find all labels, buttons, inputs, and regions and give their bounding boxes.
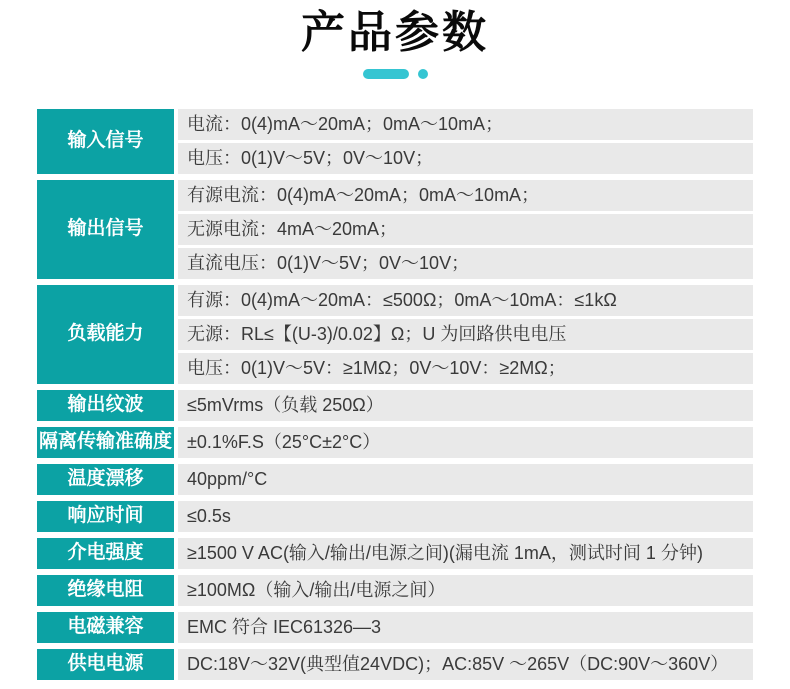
spec-table [37, 109, 753, 680]
spec-label: 介电强度 [37, 538, 174, 569]
spec-group [37, 649, 753, 680]
spec-group [37, 501, 753, 532]
spec-label: 输出信号 [37, 180, 174, 279]
spec-value-cell: 无源电流：4mA～20mA； [178, 214, 753, 245]
spec-label: 输入信号 [37, 109, 174, 174]
spec-label: 响应时间 [37, 501, 174, 532]
spec-rows [178, 501, 753, 532]
spec-rows [178, 649, 753, 680]
spec-value-cell: 40ppm/°C [178, 464, 753, 495]
spec-rows [178, 285, 753, 384]
spec-group [37, 538, 753, 569]
spec-rows [178, 538, 753, 569]
spec-group [37, 612, 753, 643]
spec-rows [178, 464, 753, 495]
page-header [0, 0, 790, 79]
spec-value-cell: 电压：0(1)V～5V；0V～10V； [178, 143, 753, 174]
spec-value-cell: ≤5mVrms（负载 250Ω） [178, 390, 753, 421]
title-underline-decoration [0, 69, 790, 79]
spec-label: 隔离传输准确度 [37, 427, 174, 458]
spec-rows [178, 180, 753, 279]
spec-value-cell: DC:18V～32V(典型值24VDC)；AC:85V ～265V（DC:90V～360V） [178, 649, 753, 680]
page-title: 产品参数 [301, 8, 489, 57]
spec-group [37, 390, 753, 421]
spec-value-cell: 有源：0(4)mA～20mA：≤500Ω；0mA～10mA：≤1kΩ [178, 285, 753, 316]
spec-value-cell: 有源电流：0(4)mA～20mA；0mA～10mA； [178, 180, 753, 211]
underline-dot-shape [418, 69, 428, 79]
spec-label: 绝缘电阻 [37, 575, 174, 606]
spec-rows [178, 575, 753, 606]
spec-label: 温度漂移 [37, 464, 174, 495]
spec-value-cell: ≤0.5s [178, 501, 753, 532]
spec-group [37, 464, 753, 495]
spec-label: 负载能力 [37, 285, 174, 384]
spec-group [37, 575, 753, 606]
spec-group [37, 285, 753, 384]
spec-value-cell: 电压：0(1)V～5V：≥1MΩ；0V～10V：≥2MΩ； [178, 353, 753, 384]
spec-group [37, 109, 753, 174]
spec-value-cell: ≥100MΩ（输入/输出/电源之间） [178, 575, 753, 606]
spec-value-cell: 直流电压：0(1)V～5V；0V～10V； [178, 248, 753, 279]
spec-rows [178, 109, 753, 174]
underline-bar-shape [363, 69, 409, 79]
spec-label: 电磁兼容 [37, 612, 174, 643]
spec-rows [178, 427, 753, 458]
spec-label: 输出纹波 [37, 390, 174, 421]
spec-value-cell: 无源：RL≤【(U-3)/0.02】Ω；U 为回路供电电压 [178, 319, 753, 350]
spec-group [37, 427, 753, 458]
spec-rows [178, 612, 753, 643]
spec-value-cell: 电流：0(4)mA～20mA；0mA～10mA； [178, 109, 753, 140]
spec-rows [178, 390, 753, 421]
spec-label: 供电电源 [37, 649, 174, 680]
spec-value-cell: ±0.1%F.S（25°C±2°C） [178, 427, 753, 458]
spec-value-cell: EMC 符合 IEC61326—3 [178, 612, 753, 643]
spec-value-cell: ≥1500 V AC(输入/输出/电源之间)(漏电流 1mA，测试时间 1 分钟) [178, 538, 753, 569]
spec-group [37, 180, 753, 279]
